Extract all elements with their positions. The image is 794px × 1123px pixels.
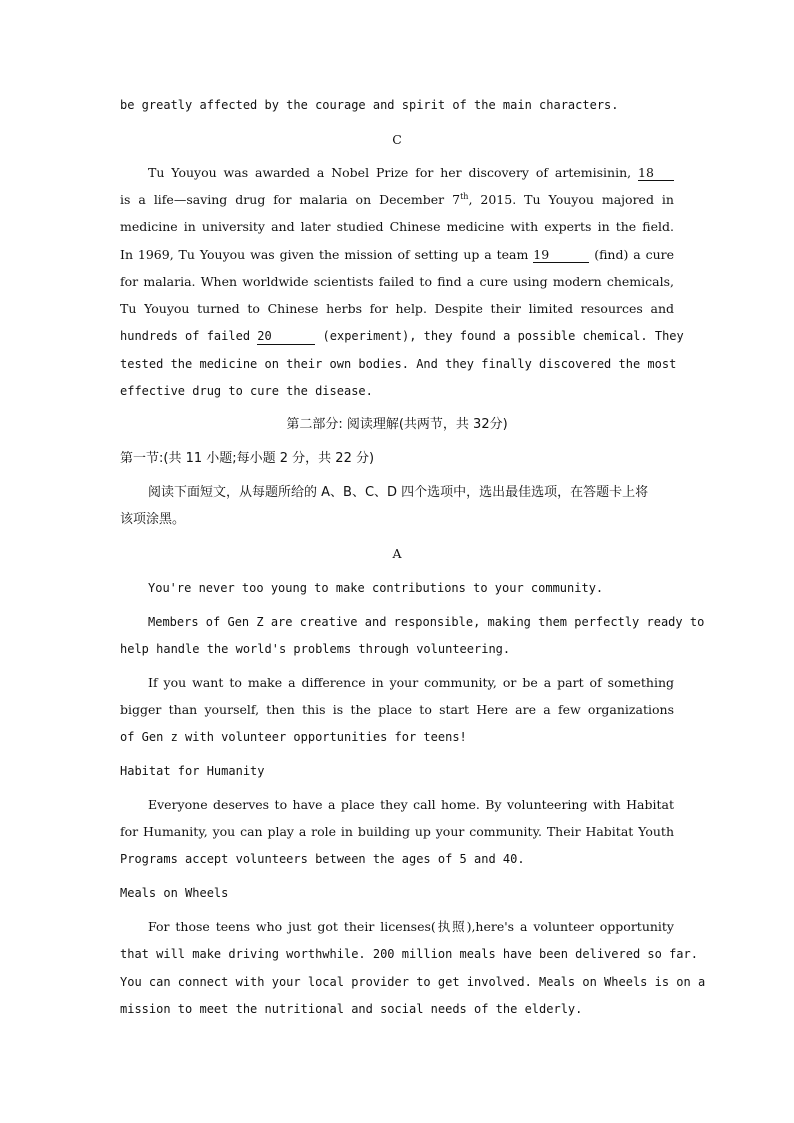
section-c-line-3: medicine in university and later studied Chinese medicine with experts in the field.	[120, 219, 674, 234]
passage-a-p4-line-1: Everyone deserves to have a place they call home. By volunteering with Habitat	[148, 797, 674, 812]
previous-passage-last-line: be greatly affected by the courage and spirit of the main characters.	[120, 98, 619, 112]
subheading-meals: Meals on Wheels	[120, 886, 229, 900]
passage-a-p5-line-1: For those teens who just got their licenses(执照),here's a volunteer opportunity	[148, 919, 674, 934]
section-c-heading: C	[392, 132, 402, 147]
section-one-title: 第一节:(共 11 小题;每小题 2 分，共 22 分)	[120, 451, 375, 466]
section-c-line-2-tail: , 2015. Tu Youyou majored in	[468, 192, 674, 207]
section-c-line-4-tail: (find) a cure	[594, 247, 674, 262]
section-c-line-1	[148, 164, 674, 182]
blank-19: 19	[533, 247, 589, 263]
section-c-line-7-tail: (experiment), they found a possible chemical. They	[322, 329, 684, 343]
instructions-line-1: 阅读下面短文，从每题所给的 A、B、C、D 四个选项中，选出最佳选项，在答题卡上将	[148, 485, 649, 500]
blank-18: 18	[638, 165, 674, 181]
section-c-line-6: Tu Youyou turned to Chinese herbs for help. Despite their limited resources and	[120, 301, 674, 316]
blank-20: 20	[257, 329, 315, 345]
section-c-line-2-text: is a life—saving drug for malaria on December 7	[120, 192, 461, 207]
section-c-line-4	[120, 246, 674, 264]
part-two-title: 第二部分: 阅读理解(共两节，共 32分)	[286, 417, 508, 432]
passage-a-p5-line-4: mission to meet the nutritional and social needs of the elderly.	[120, 1002, 583, 1016]
passage-a-p5-line-2: that will make driving worthwhile. 200 million meals have been delivered so far.	[120, 947, 698, 961]
section-c-line-8: tested the medicine on their own bodies. And they finally discovered the most	[120, 357, 677, 371]
section-c-line-4-text: In 1969, Tu Youyou was given the mission of setting up a team	[120, 247, 529, 262]
subheading-habitat: Habitat for Humanity	[120, 764, 265, 778]
passage-a-p1: You're never too young to make contributions to your community.	[148, 581, 604, 595]
superscript-th: th	[460, 191, 469, 201]
passage-a-p4-line-2: for Humanity, you can play a role in building up your community. Their Habitat Youth	[120, 824, 674, 839]
passage-a-p3-line-1: If you want to make a difference in your community, or be a part of something	[148, 675, 674, 690]
passage-a-p2-line-1: Members of Gen Z are creative and responsible, making them perfectly ready to	[148, 615, 705, 629]
passage-a-p3-line-2: bigger than yourself, then this is the place to start Here are a few organizations	[120, 702, 674, 717]
passage-a-p5-line-3: You can connect with your local provider to get involved. Meals on Wheels is on a	[120, 975, 706, 989]
passage-a-heading: A	[392, 546, 402, 561]
passage-a-p3-line-3: of Gen z with volunteer opportunities for teens!	[120, 730, 467, 744]
instructions-line-2: 该项涂黑。	[120, 512, 186, 527]
section-c-line-5: for malaria. When worldwide scientists failed to find a cure using modern chemicals,	[120, 274, 674, 289]
section-c-line-7	[120, 327, 684, 345]
section-c-line-7-text: hundreds of failed	[120, 329, 251, 343]
section-c-line-1-text: Tu Youyou was awarded a Nobel Prize for her discovery of artemisinin,	[148, 165, 632, 180]
section-c-line-9: effective drug to cure the disease.	[120, 384, 373, 398]
passage-a-p4-line-3: Programs accept volunteers between the ages of 5 and 40.	[120, 852, 525, 866]
section-c-line-2	[120, 191, 674, 209]
passage-a-p2-line-2: help handle the world's problems through volunteering.	[120, 642, 511, 656]
